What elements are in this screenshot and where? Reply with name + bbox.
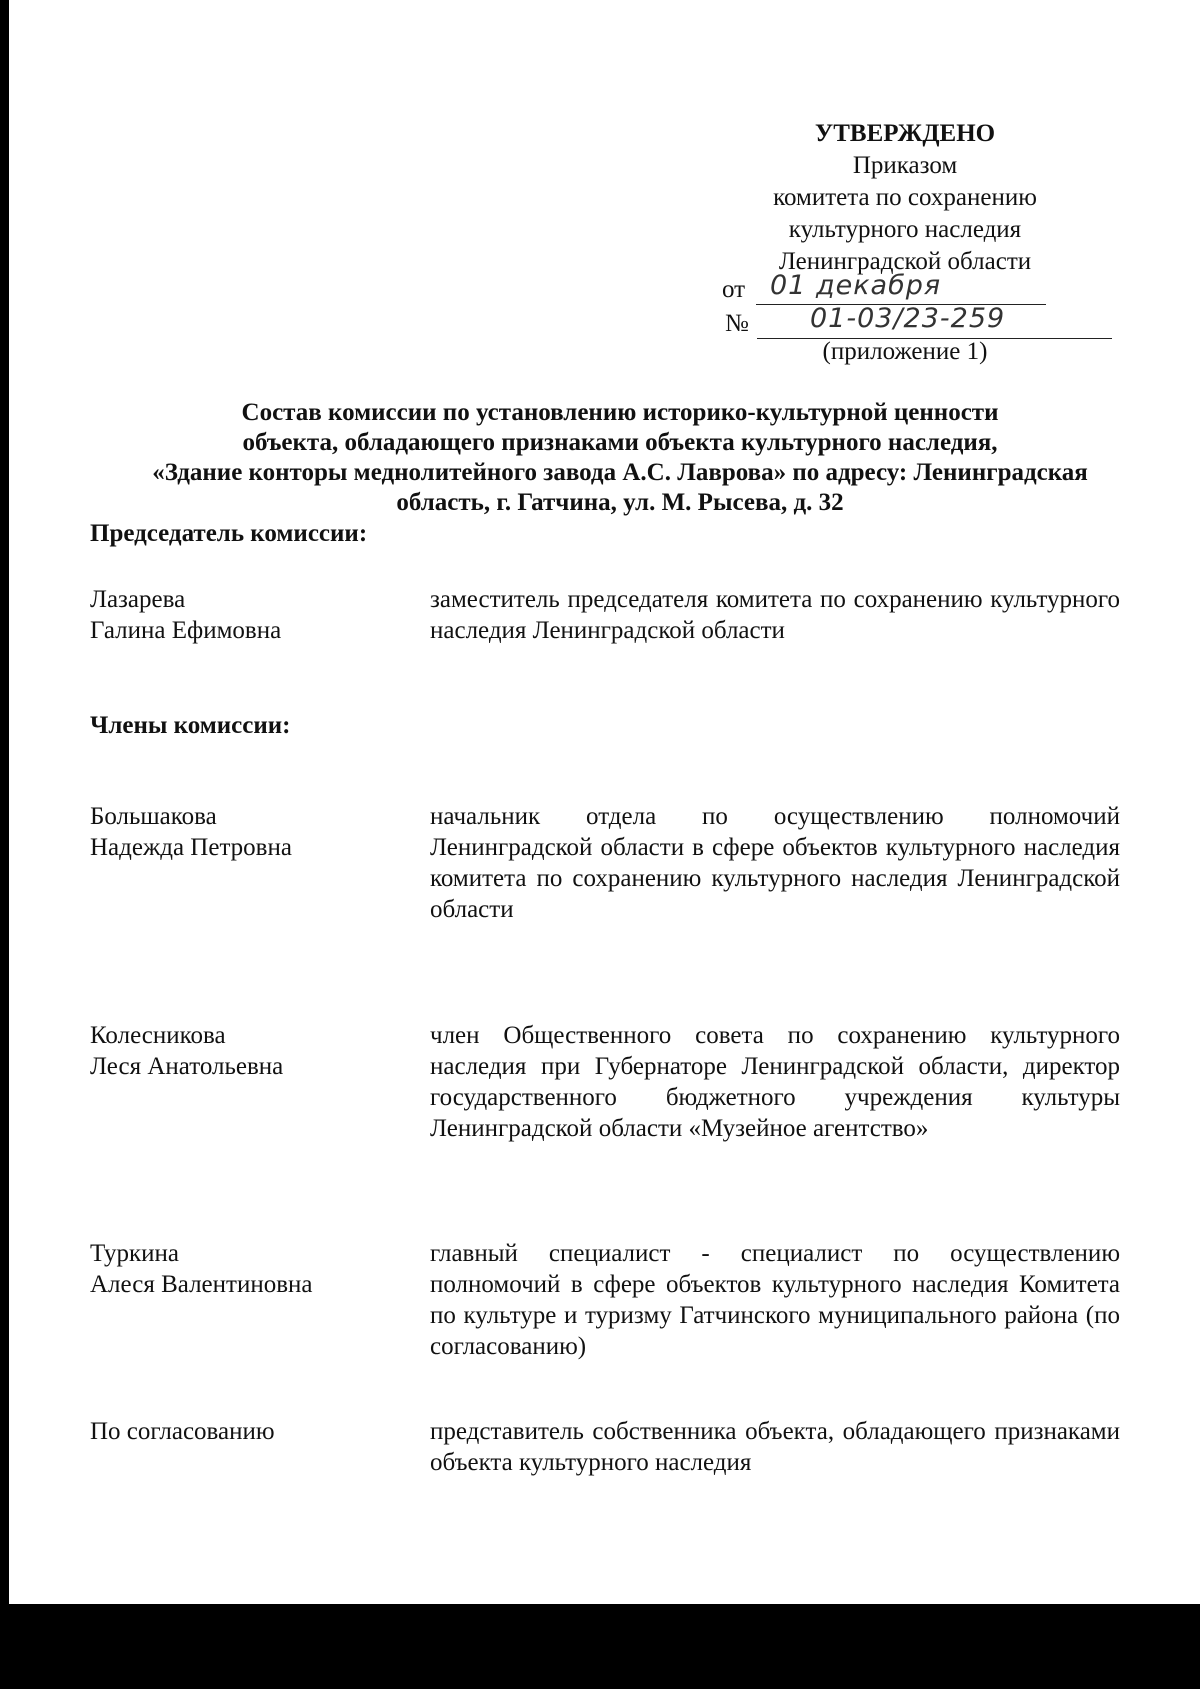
date-handwritten: 01 декабря — [770, 270, 942, 301]
member-role: член Общественного совета по сохранению культурного наследия при Губернаторе Ленинградской области, директор государственного бюджетного учреждения культуры Ленинградской области «Музейное агентство» — [430, 1022, 1120, 1142]
member-surname: Туркина — [90, 1240, 180, 1267]
member-surname: Лазарева — [90, 586, 186, 613]
member-name — [90, 1238, 410, 1300]
title-line: «Здание конторы меднолитейного завода А.С. Лаврова» по адресу: Ленинградская — [152, 459, 1088, 486]
title-line: область, г. Гатчина, ул. М. Рысева, д. 32 — [396, 489, 844, 516]
document-title — [70, 398, 1170, 518]
approval-line: Ленинградской области — [778, 248, 1032, 275]
date-label: от — [722, 276, 746, 303]
title-line: объекта, обладающего признаками объекта культурного наследия, — [242, 429, 998, 456]
member-given-names: Галина Ефимовна — [90, 617, 282, 644]
member-role: заместитель председателя комитета по сохранению культурного наследия Ленинградской области — [430, 586, 1120, 644]
title-line: Состав комиссии по установлению историко-культурной ценности — [241, 399, 999, 426]
scan-edge-left — [0, 0, 9, 1689]
approval-line: комитета по сохранению — [773, 184, 1037, 211]
chair-section-label: Председатель комиссии: — [90, 520, 368, 547]
approval-block — [700, 118, 1110, 278]
approval-line: культурного наследия — [788, 216, 1022, 243]
member-role: представитель собственника объекта, обладающего признаками объекта культурного наследия — [430, 1418, 1120, 1476]
member-given-names: Алеся Валентиновна — [90, 1271, 313, 1298]
approval-line: Приказом — [852, 152, 958, 179]
member-name — [90, 801, 410, 863]
member-name — [90, 1020, 410, 1082]
member-given-names: Леся Анатольевна — [90, 1053, 284, 1080]
number-handwritten: 01-03/23-259 — [810, 303, 1006, 334]
member-surname: Большакова — [90, 803, 217, 830]
approval-heading: УТВЕРЖДЕНО — [814, 120, 996, 147]
scan-edge-bottom — [0, 1604, 1200, 1689]
member-given-names: Надежда Петровна — [90, 834, 292, 861]
members-section-label: Члены комиссии: — [90, 712, 291, 739]
member-surname: Колесникова — [90, 1022, 226, 1049]
number-label: № — [725, 310, 749, 337]
member-name — [90, 584, 410, 646]
member-role: начальник отдела по осуществлению полномочий Ленинградской области в сфере объектов культурного наследия комитета по сохранению культурного наследия Ленинградской области — [430, 803, 1120, 923]
member-surname: По согласованию — [90, 1418, 275, 1445]
member-role: главный специалист - специалист по осуществлению полномочий в сфере объектов культурного наследия Комитета по культуре и туризму Гатчинского муниципального района (по согласованию) — [430, 1240, 1120, 1360]
member-name — [90, 1416, 410, 1447]
annex-label: (приложение 1) — [822, 338, 988, 365]
